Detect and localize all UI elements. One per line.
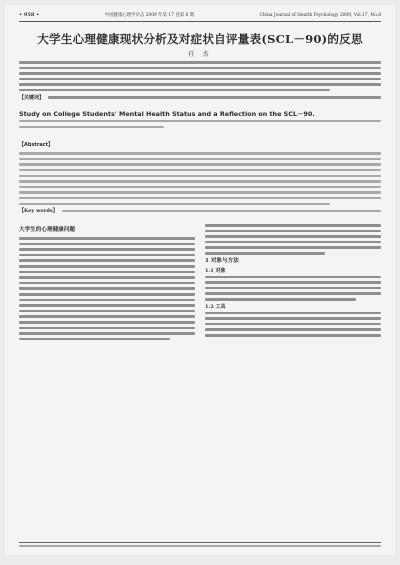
text-line <box>19 304 195 307</box>
text-line <box>19 203 330 206</box>
text-line <box>48 96 381 99</box>
text-line <box>19 338 170 341</box>
text-line <box>19 248 195 251</box>
abstract-label-en: 【Abstract】 <box>19 142 54 149</box>
text-line <box>19 191 381 194</box>
text-line <box>19 259 195 262</box>
text-line <box>205 281 381 284</box>
section-heading: 1 对象与方法 <box>205 257 239 264</box>
text-line <box>19 293 195 296</box>
text-line <box>205 287 381 290</box>
text-line <box>19 78 381 81</box>
text-line <box>19 169 381 172</box>
text-line <box>19 67 381 70</box>
text-line <box>19 332 195 335</box>
author-name: 任 杰 <box>188 51 212 58</box>
text-line <box>19 186 381 189</box>
text-line <box>19 287 195 290</box>
abstract-en <box>19 131 381 214</box>
text-line <box>205 252 325 255</box>
keywords-label-en: 【Key words】 <box>19 208 58 215</box>
section-heading: 大学生的心理健康问题 <box>19 227 75 234</box>
journal-name-cn: 中国健康心理学杂志 2009 年第 17 卷第 8 期 <box>104 13 195 18</box>
text-line <box>19 197 381 200</box>
abstract-cn <box>19 61 381 101</box>
text-line <box>19 321 195 324</box>
text-line <box>19 254 195 257</box>
text-line <box>205 334 381 337</box>
text-line <box>205 230 381 233</box>
keywords-cn <box>19 95 381 101</box>
text-line <box>19 72 381 75</box>
subsection-heading: 1.1 对象 <box>205 267 226 274</box>
text-line <box>205 276 381 279</box>
text-line <box>205 317 381 320</box>
paper-title-cn: 大学生心理健康现状分析及对症状自评量表(SCL－90)的反思 <box>37 32 363 46</box>
text-line <box>205 235 381 238</box>
text-line <box>19 545 381 547</box>
text-line <box>205 323 381 326</box>
text-line <box>62 210 381 213</box>
subsection-heading: 1.2 工具 <box>205 303 226 310</box>
text-line <box>19 83 381 86</box>
text-line <box>19 237 195 240</box>
journal-name-en: China Journal of Health Psychology 2009, Vol.17, No.8 <box>259 13 381 18</box>
text-line <box>19 315 195 318</box>
keywords-label-cn: 【关键词】 <box>19 94 45 101</box>
text-line <box>19 282 195 285</box>
keywords-en <box>19 208 381 214</box>
text-line <box>19 89 330 92</box>
text-line <box>205 328 381 331</box>
text-line <box>19 126 164 129</box>
text-line <box>19 61 381 64</box>
text-line <box>19 163 381 166</box>
body-columns <box>19 224 381 343</box>
text-line <box>19 265 195 268</box>
text-line <box>19 310 195 313</box>
text-line <box>19 299 195 302</box>
text-line <box>19 276 195 279</box>
paper-page <box>5 5 395 555</box>
text-line <box>19 120 381 123</box>
running-header <box>19 12 381 22</box>
text-line <box>19 243 195 246</box>
paper-title-en: Study on College Students' Mental Health Status and a Reflection on the SCL－90. <box>19 109 315 118</box>
text-line <box>19 175 381 178</box>
page-number: • 958 • <box>19 12 40 18</box>
body-column-right <box>205 224 381 343</box>
page-footer <box>19 542 381 547</box>
text-line <box>205 298 356 301</box>
text-line <box>205 241 381 244</box>
text-line <box>205 246 381 249</box>
author-affiliation-en <box>19 120 381 128</box>
text-line <box>19 180 381 183</box>
text-line <box>205 312 381 315</box>
text-line <box>19 271 195 274</box>
text-line <box>205 224 381 227</box>
text-line <box>19 152 381 155</box>
text-line <box>19 158 381 161</box>
text-line <box>205 292 381 295</box>
text-line <box>19 327 195 330</box>
body-column-left <box>19 224 195 343</box>
